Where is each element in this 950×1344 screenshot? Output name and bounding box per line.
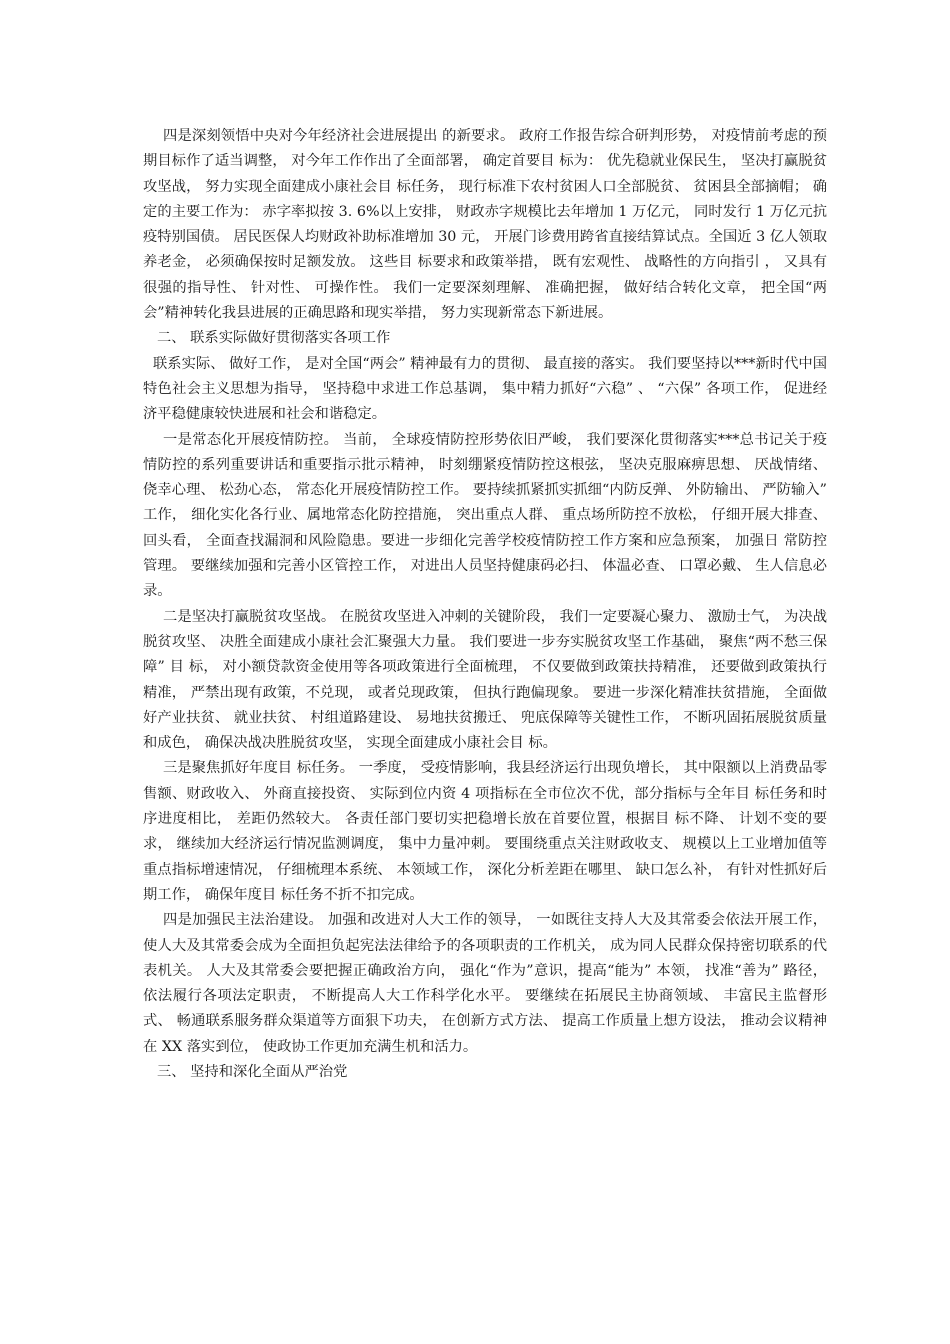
paragraph-democracy-rule-of-law: 四是加强民主法治建设。 加强和改进对人大工作的领导， 一如既往支持人大及其常委会依法开展工作， 使人大及其常委会成为全面担负起宪法法律给予的各项职责的工作机关， 成为同人民群众保持密切联系的代表机关。 人大及其常委会要把握正确政治方向， 强化“作为”意识，提高“能为” 本领， 找准“善为” 路径， 依法履行各项法定职责， 不断提高人大工作科学化水平。 要继续在拓展民主协商领域、 丰富民主监督形式、 畅通联系服务群众渠道等方面狠下功夫， 在创新方式方法、 提高工作质量上想方设法， 推动会议精神在 XX 落实到位， 使政协工作更加充满生机和活力。 [143,912,827,1055]
paragraph-epidemic-control: 一是常态化开展疫情防控。 当前， 全球疫情防控形势依旧严峻， 我们要深化贯彻落实***总书记关于疫情防控的系列重要讲话和重要指示批示精神， 时刻绷紧疫情防控这根弦， 坚决克服麻痹思想、 厌战情绪、 侥幸心理、 松劲心态， 常态化开展疫情防控工作。 要持续抓紧抓实抓细“内防反弹、 外防输出、 严防输入” 工作， 细化实化各行业、属地常态化防控措施， 突出重点人群、 重点场所防控不放松， 仔细开展大排查、 回头看， 全面查找漏洞和风险隐患。要进一步细化完善学校疫情防控工作方案和应急预案， 加强日 常防控管理。 要继续加强和完善小区管控工作， 对进出人员坚持健康码必扫、 体温必查、 口罩必戴、 生人信息必录。 [143,431,827,600]
paragraph-central-requirements: 四是深刻领悟中央对今年经济社会进展提出 的新要求。 政府工作报告综合研判形势， 对疫情前考虑的预期目标作了适当调整， 对今年工作作出了全面部署， 确定首要目 标为： 优先稳就业保民生， 坚决打赢脱贫攻坚战， 努力实现全面建成小康社会目 标任务， 现行标准下农村贫困人口全部脱贫、 贫困县全部摘帽； 确定的主要工作为： 赤字率拟按 3. 6%以上安排， 财政赤字规模比去年增加 1 万亿元， 同时发行 1 万亿元抗疫特别国债。 居民医保人均财政补助标准增加 30 元， 开展门诊费用跨省直接结算试点。全国近 3 亿人领取养老金， 必须确保按时足额发放。 这些目 标要求和政策举措， 既有宏观性、 战略性的方向指引 ， 又具有很强的指导性、 针对性、 可操作性。 我们一定要深刻理解、 准确把握， 做好结合转化文章， 把全国“两会”精神转化我县进展的正确思路和现实举措， 努力实现新常态下新进展。 [143,128,827,322]
section-heading-2: 二、 联系实际做好贯彻落实各项工作 [157,330,391,347]
paragraph-annual-targets: 三是聚焦抓好年度目 标任务。 一季度， 受疫情影响，我县经济运行出现负增长， 其中限额以上消费品零售额、财政收入、 外商直接投资、 实际到位内资 4 项指标在全市位次不优，部分指标与全年目 标任务和时序进度相比， 差距仍然较大。 各责任部门要切实把稳增长放在首要位置，根据目 标不降、 计划不变的要求， 继续加大经济运行情况监测调度， 集中力量冲刺。 要围绕重点关注财政收支、 规模以上工业增加值等重点指标增速情况， 仔细梳理本系统、 本领域工作， 深化分析差距在哪里、 缺口怎么补， 有针对性抓好后期工作， 确保年度目 标任务不折不扣完成。 [143,760,827,903]
section-heading-3: 三、 坚持和深化全面从严治党 [157,1063,348,1080]
paragraph-practical-work: 联系实际、 做好工作， 是对全国“两会” 精神最有力的贯彻、 最直接的落实。 我们要坚持以***新时代中国特色社会主义思想为指导， 坚持稳中求进工作总基调， 集中精力抓好“六稳” 、 “六保” 各项工作， 促进经济平稳健康较快进展和社会和谐稳定。 [143,355,827,423]
paragraph-poverty-alleviation: 二是坚决打赢脱贫攻坚战。 在脱贫攻坚进入冲刺的关键阶段， 我们一定要凝心聚力、 激励士气， 为决战脱贫攻坚、 决胜全面建成小康社会汇聚强大力量。 我们要进一步夯实脱贫攻坚工作基础， 聚焦“两不愁三保障” 目 标， 对小额贷款资金使用等各项政策进行全面梳理， 不仅要做到政策扶持精准， 还要做到政策执行精准， 严禁出现有政策，不兑现， 或者兑现政策， 但执行跑偏现象。 要进一步深化精准扶贫措施， 全面做好产业扶贫、 就业扶贫、 村组道路建设、 易地扶贫搬迁、 兜底保障等关键性工作， 不断巩固拓展脱贫质量和成色， 确保决战决胜脱贫攻坚， 实现全面建成小康社会目 标。 [143,608,827,752]
document-body [143,124,827,1085]
